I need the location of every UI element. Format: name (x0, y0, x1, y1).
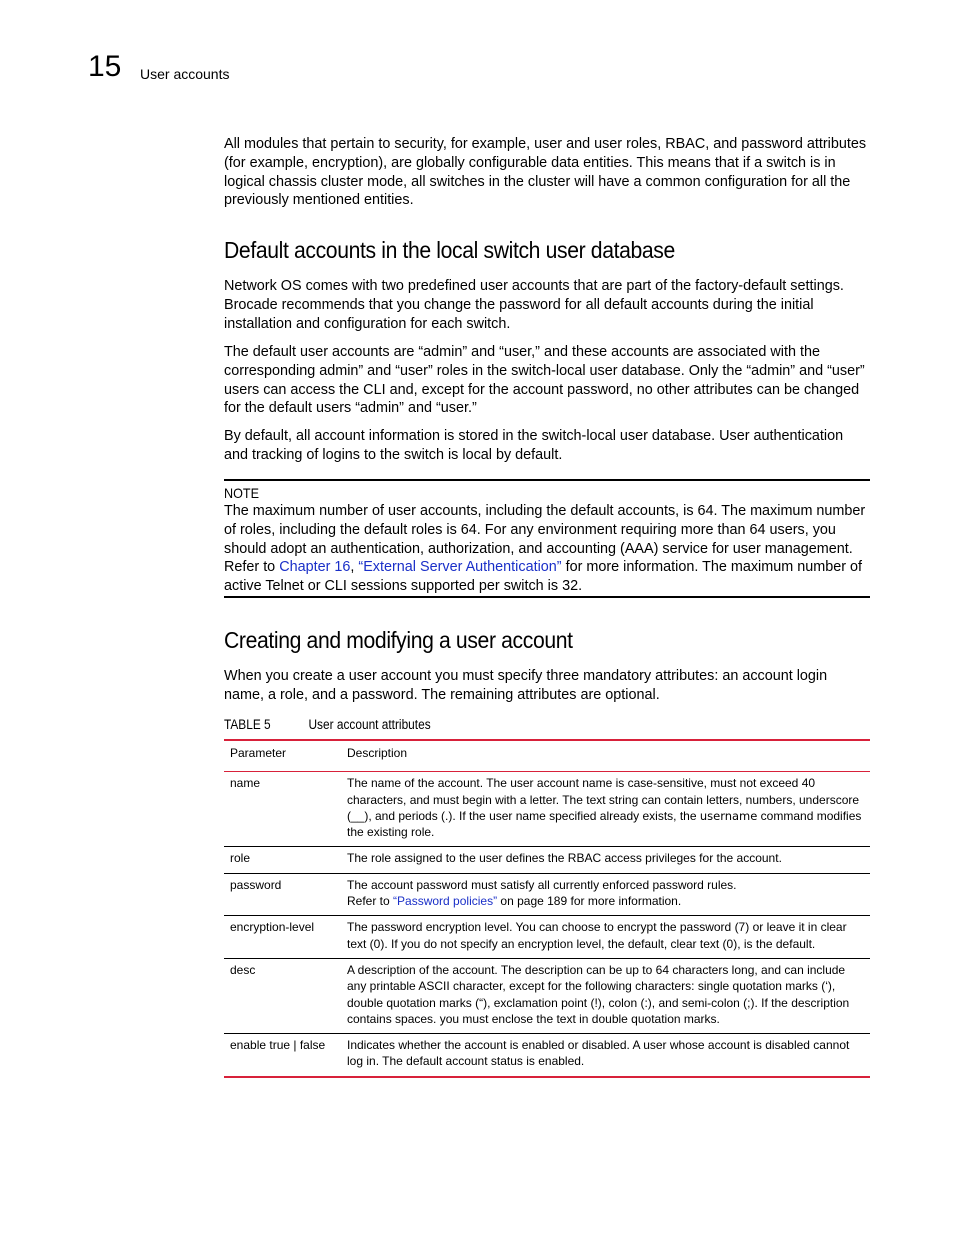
section1-p3-block (224, 427, 870, 465)
desc-cell: The role assigned to the user defines the RBAC access privileges for the account. (347, 851, 782, 866)
table-row (224, 772, 870, 847)
intro-paragraph-block (224, 135, 870, 210)
table-caption-label: TABLE 5 (224, 717, 271, 732)
section1-p1-block (224, 277, 870, 333)
desc-text: The account password must satisfy all currently enforced password rules. (347, 877, 737, 892)
table-caption-title: User account attributes (308, 717, 431, 732)
chapter-16-link[interactable]: Chapter 16 (279, 559, 351, 576)
desc-text: Refer to (347, 894, 394, 909)
note-title: NOTE (224, 485, 260, 501)
column-header-description: Description (347, 746, 408, 760)
section2-p1-block (224, 667, 870, 705)
column-header-parameter: Parameter (230, 746, 287, 760)
note-link-separator: , (350, 559, 359, 576)
table-row (224, 958, 870, 1033)
section-creating-account (224, 626, 870, 654)
section2-paragraph-1: When you create a user account you must specify three mandatory attributes: an account login name, a role, and a password. The remaining attributes are optional. (224, 668, 828, 703)
desc-cell (341, 772, 870, 847)
param-cell: encryption-level (230, 920, 315, 935)
section1-paragraph-3: By default, all account information is stored in the switch-local user database. User authentication and tracking of logins to the switch is local by default. (224, 428, 844, 463)
param-cell: desc (230, 962, 256, 977)
section-heading-creating-account: Creating and modifying a user account (224, 627, 573, 653)
external-server-authentication-link[interactable]: “External Server Authentication” (358, 559, 562, 576)
section-default-accounts (224, 236, 870, 264)
note-text (224, 502, 870, 596)
table-row (224, 847, 870, 873)
intro-paragraph: All modules that pertain to security, for example, user and user roles, RBAC, and password attributes (for example, encryption), are globally configurable data entities. This means that if a switch is in logical chassis cluster mode, all switches in the cluster will have a common configuration for all the previously mentioned entities. (224, 136, 867, 209)
param-cell: name (230, 776, 261, 791)
chapter-title: User accounts (140, 66, 230, 82)
section1-paragraph-1: Network OS comes with two predefined user accounts that are part of the factory-default settings. Brocade recommends that you change the password for all default accounts during the initial installation and configuration for each switch. (224, 278, 844, 332)
note-text-before: The maximum number of user accounts, including the default accounts, is 64. The maximum number of roles, including the default roles is 64. For any environment requiring more than 64 users, you should adopt an authentication, authorization, and accounting (AAA) service for user management. Refer to (224, 503, 866, 576)
param-cell: password (230, 877, 282, 892)
note-text-after: for more information. The maximum number of active Telnet or CLI sessions supported per switch is 32. (224, 559, 863, 595)
desc-cell: Indicates whether the account is enabled or disabled. A user whose account is disabled cannot log in. The default account status is enabled. (347, 1038, 850, 1069)
table-caption (224, 717, 431, 732)
desc-text: command modifies the existing role. (347, 808, 862, 840)
table-row (224, 916, 870, 959)
table-row (224, 873, 870, 916)
chapter-number: 15 (88, 50, 122, 83)
table-row (224, 1034, 870, 1077)
desc-cell (341, 873, 870, 916)
desc-text: The name of the account. The user account name is case-sensitive, must not exceed 40 characters, and must begin with a letter. The text string can contain letters, numbers, underscore (__), and periods (.). If the user name specified already exists, the (347, 776, 860, 823)
table-header-row (224, 740, 870, 772)
section1-paragraph-2: The default user accounts are “admin” and “user,” and these accounts are associated with the corresponding admin” and “user” roles in the switch-local user database. Only the “admin” and “user” users can access the CLI and, except for the account password, no other attributes can be changed for the default users “admin” and “user.” (224, 344, 865, 417)
user-account-attributes-table (224, 739, 870, 1078)
desc-text: on page 189 for more information. (497, 894, 682, 909)
command-keyword: username (699, 808, 758, 823)
section-heading-default-accounts: Default accounts in the local switch user database (224, 237, 675, 263)
password-policies-link[interactable]: “Password policies” (393, 894, 498, 909)
desc-cell: The password encryption level. You can choose to encrypt the password (7) or leave it in clear text (0). If you do not specify an encryption level, the default, clear text (0), is the default. (347, 920, 847, 951)
section1-p2-block (224, 343, 870, 418)
note-box (224, 479, 870, 598)
desc-cell: A description of the account. The description can be up to 64 characters long, and can include any printable ASCII character, except for the following characters: single quotation marks (‘), double quotation marks (“), exclamation point (!), colon (:), and semi-colon (;). If the description contains spaces. you must enclose the text in double quotation marks. (347, 962, 850, 1026)
param-cell: role (230, 851, 251, 866)
param-cell: enable true | false (230, 1038, 326, 1053)
